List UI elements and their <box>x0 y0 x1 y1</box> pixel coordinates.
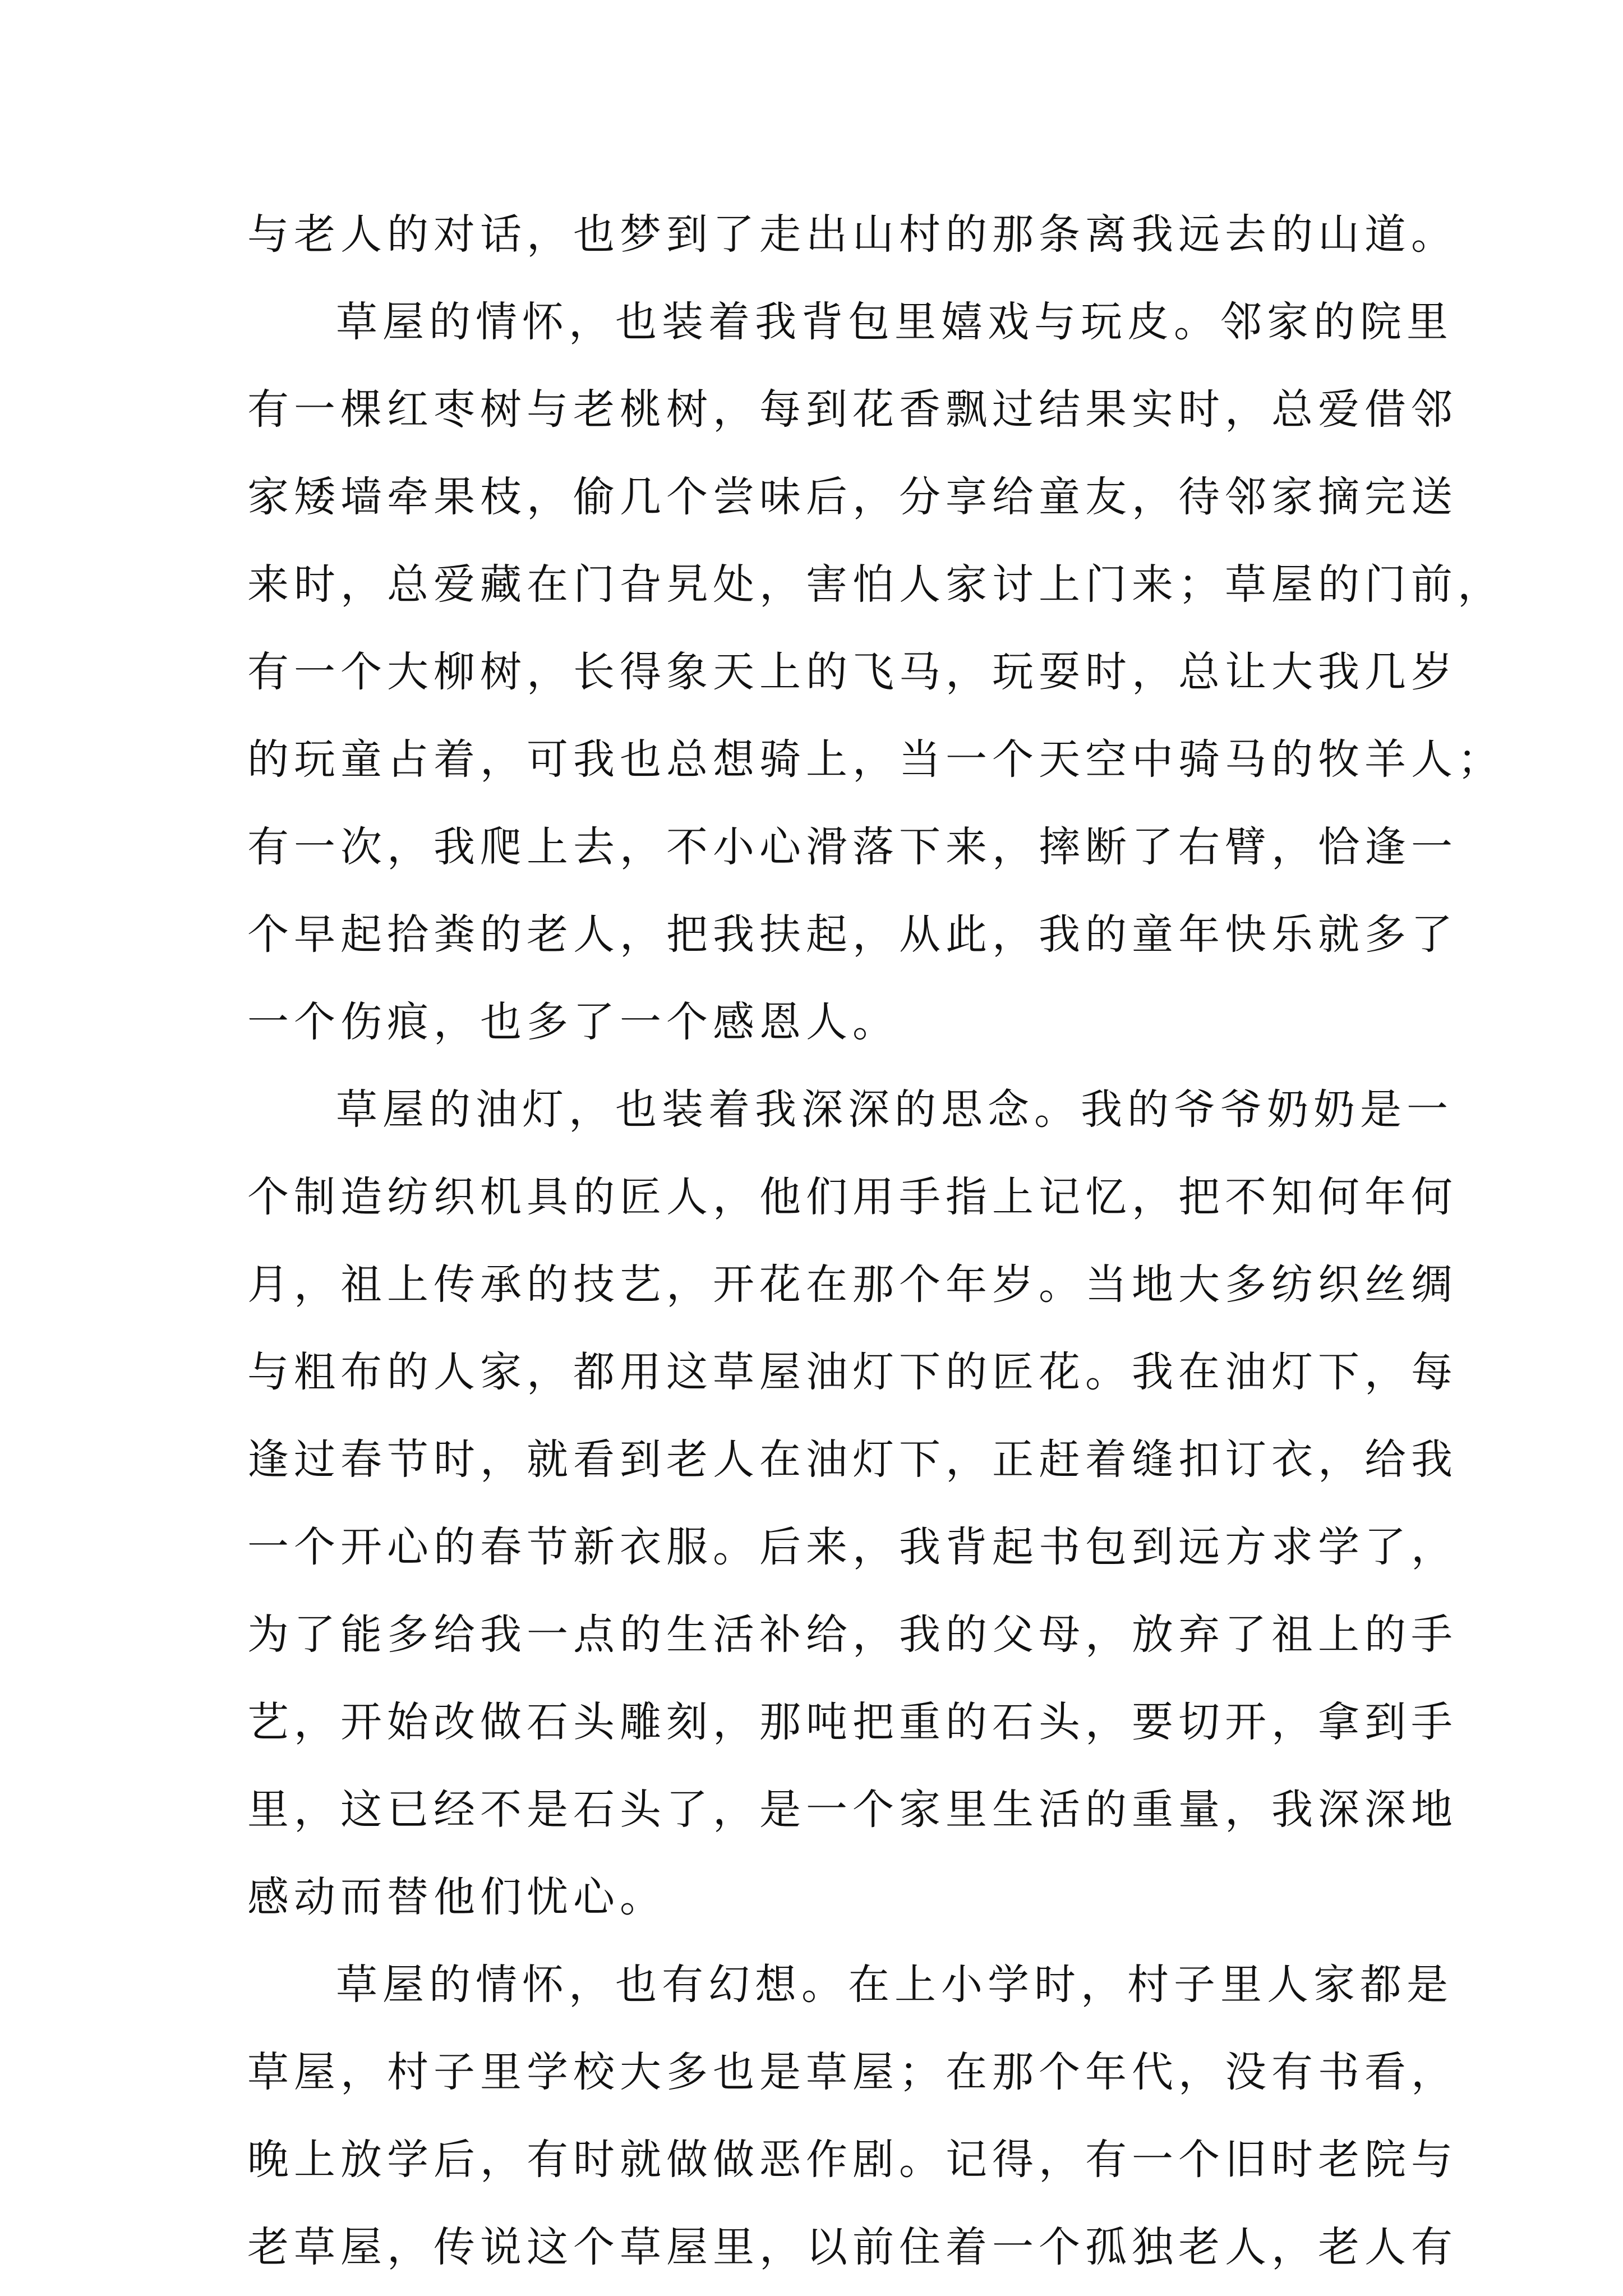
text-line: 与老人的对话，也梦到了走出山村的那条离我远去的山道。 <box>247 210 1458 259</box>
text-line: 有一棵红枣树与老桃树，每到花香飘过结果实时，总爱借邻 <box>247 385 1458 434</box>
text-line: 草屋的油灯，也装着我深深的思念。我的爷爷奶奶是一 <box>336 1085 1453 1134</box>
text-line: 一个开心的春节新衣服。后来，我背起书包到远方求学了， <box>247 1523 1458 1571</box>
text-line: 来时，总爱藏在门旮旯处，害怕人家讨上门来；草屋的门前， <box>247 560 1504 609</box>
text-line: 有一个大柳树，长得象天上的飞马，玩耍时，总让大我几岁 <box>247 648 1458 696</box>
text-line: 为了能多给我一点的生活补给，我的父母，放弃了祖上的手 <box>247 1611 1458 1659</box>
text-line: 的玩童占着，可我也总想骑上，当一个天空中骑马的牧羊人； <box>247 735 1504 784</box>
text-line: 逢过春节时，就看到老人在油灯下，正赶着缝扣订衣，给我 <box>247 1435 1458 1484</box>
text-line: 个制造纺织机具的匠人，他们用手指上记忆，把不知何年何 <box>247 1173 1458 1221</box>
text-line: 家矮墙牵果枝，偷几个尝味后，分享给童友，待邻家摘完送 <box>247 473 1458 521</box>
text-line: 老草屋，传说这个草屋里，以前住着一个孤独老人，老人有 <box>247 2223 1458 2271</box>
text-line: 草屋，村子里学校大多也是草屋；在那个年代，没有书看， <box>247 2048 1458 2096</box>
text-line: 月，祖上传承的技艺，开花在那个年岁。当地大多纺织丝绸 <box>247 1260 1458 1309</box>
text-line: 感动而替他们忧心。 <box>247 1873 666 1921</box>
body-text <box>247 191 1504 2291</box>
text-line: 里，这已经不是石头了，是一个家里生活的重量，我深深地 <box>247 1786 1458 1834</box>
text-line: 与粗布的人家，都用这草屋油灯下的匠花。我在油灯下，每 <box>247 1348 1458 1396</box>
text-line: 草屋的情怀，也装着我背包里嬉戏与玩皮。邻家的院里 <box>336 298 1453 346</box>
text-line: 艺，开始改做石头雕刻，那吨把重的石头，要切开，拿到手 <box>247 1698 1458 1746</box>
text-line: 草屋的情怀，也有幻想。在上小学时，村子里人家都是 <box>336 1961 1453 2009</box>
text-line: 有一次，我爬上去，不小心滑落下来，摔断了右臂，恰逢一 <box>247 823 1458 871</box>
text-line: 个早起拾粪的老人，把我扶起，从此，我的童年快乐就多了 <box>247 910 1458 959</box>
text-line: 晚上放学后，有时就做做恶作剧。记得，有一个旧时老院与 <box>247 2136 1458 2184</box>
text-line: 一个伤痕，也多了一个感恩人。 <box>247 998 899 1046</box>
